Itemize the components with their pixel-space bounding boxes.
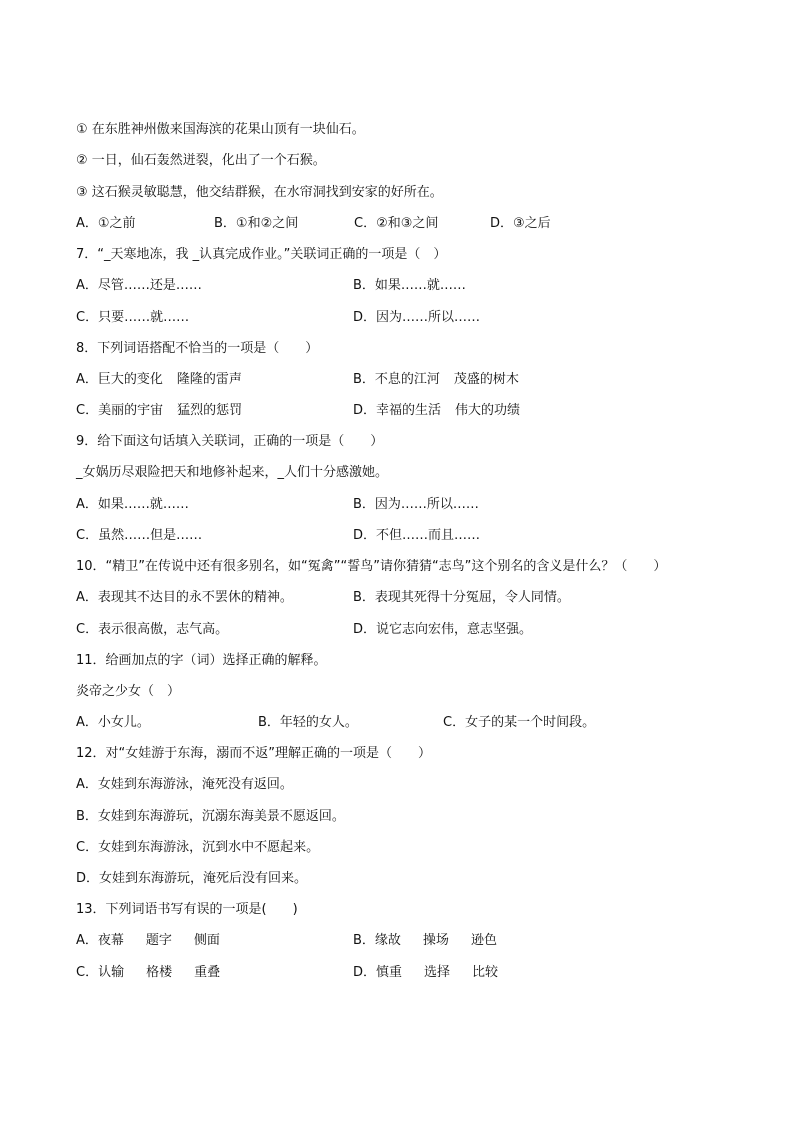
q10-option-c: C．表示很高傲，志气高。: [76, 622, 229, 637]
q13-c-word-1: C．认输: [76, 965, 125, 980]
q9-stem: 9．给下面这句话填入关联词，正确的一项是（ ）: [76, 434, 384, 449]
q11-option-c: C．女子的某一个时间段。: [443, 715, 596, 730]
q8-a-word-2: 隆隆的雷声: [176, 372, 242, 387]
intro-sentence-3: ③ 这石猴灵敏聪慧，他交结群猴，在水帘洞找到安家的好所在。: [76, 185, 443, 200]
q8-option-a: [76, 372, 242, 388]
intro-option-c: C．②和③之间: [354, 216, 439, 231]
q12-option-c: C．女娃到东海游泳，沉到水中不愿起来。: [76, 840, 320, 855]
q9-sentence: _女娲历尽艰险把天和地修补起来，_人们十分感激她。: [76, 465, 389, 480]
q13-d-word-1: D．慎重: [353, 965, 403, 980]
intro-sentence-2: ② 一日，仙石轰然迸裂，化出了一个石猴。: [76, 153, 326, 168]
q13-option-d: [353, 965, 498, 981]
q13-c-word-2: 格楼: [146, 965, 173, 980]
q12-option-a: A．女娃到东海游泳，淹死没有返回。: [76, 777, 293, 792]
q13-b-word-2: 操场: [422, 933, 449, 948]
q8-option-b: [353, 372, 519, 388]
q8-option-d: [353, 403, 520, 419]
q10-stem: 10．“精卫”在传说中还有很多别名，如“冤禽”“誓鸟”请你猜猜“志鸟”这个别名的含义是什么？（ ）: [76, 559, 667, 574]
q7-option-b: B．如果……就……: [353, 278, 466, 293]
intro-option-a: A．①之前: [76, 216, 136, 231]
q13-stem: 13．下列词语书写有误的一项是( ): [76, 902, 298, 917]
q10-option-a: A．表现其不达目的永不罢休的精神。: [76, 590, 293, 605]
q13-a-word-1: A．夜幕: [76, 933, 124, 948]
q8-b-word-2: 茂盛的树木: [453, 372, 519, 387]
intro-option-b: B．①和②之间: [214, 216, 299, 231]
q13-b-word-1: B．缘故: [353, 933, 401, 948]
q8-stem: 8．下列词语搭配不恰当的一项是（ ）: [76, 341, 319, 356]
q13-c-word-3: 重叠: [194, 965, 221, 980]
q11-stem: 11．给画加点的字（词）选择正确的解释。: [76, 653, 327, 668]
q13-a-word-2: 题字: [145, 933, 172, 948]
q12-option-b: B．女娃到东海游玩，沉溺东海美景不愿返回。: [76, 809, 345, 824]
q9-option-b: B．因为……所以……: [353, 497, 479, 512]
intro-sentence-1: ① 在东胜神州傲来国海滨的花果山顶有一块仙石。: [76, 122, 365, 137]
q13-option-a: [76, 933, 220, 949]
q13-b-word-3: 逊色: [470, 933, 497, 948]
q8-c-word-1: C．美丽的宇宙: [76, 403, 164, 418]
q13-d-word-2: 选择: [424, 965, 451, 980]
q7-option-d: D．因为……所以……: [353, 310, 481, 325]
q8-a-word-1: A．巨大的变化: [76, 372, 163, 387]
q10-option-b: B．表现其死得十分冤屈，令人同情。: [353, 590, 570, 605]
q7-option-c: C．只要……就……: [76, 310, 190, 325]
q12-option-d: D．女娃到东海游玩，淹死后没有回来。: [76, 871, 308, 886]
q9-option-a: A．如果……就……: [76, 497, 189, 512]
q8-d-word-2: 伟大的功绩: [455, 403, 521, 418]
q13-a-word-3: 侧面: [193, 933, 220, 948]
q10-option-d: D．说它志向宏伟，意志坚强。: [353, 622, 533, 637]
intro-option-d: D．③之后: [490, 216, 551, 231]
q11-phrase: 炎帝之少女（ ）: [76, 684, 181, 699]
q8-c-word-2: 猛烈的惩罚: [177, 403, 243, 418]
q13-option-c: [76, 965, 220, 981]
q11-option-a: A．小女儿。: [76, 715, 150, 730]
q8-d-word-1: D．幸福的生活: [353, 403, 442, 418]
q9-option-d: D．不但……而且……: [353, 528, 481, 543]
q13-d-word-3: 比较: [472, 965, 499, 980]
q13-option-b: [353, 933, 497, 949]
q8-option-c: [76, 403, 242, 419]
q11-option-b: B．年轻的女人。: [258, 715, 358, 730]
q8-b-word-1: B．不息的江河: [353, 372, 440, 387]
q9-option-c: C．虽然……但是……: [76, 528, 203, 543]
q7-option-a: A．尽管……还是……: [76, 278, 202, 293]
q12-stem: 12．对“女娃游于东海，溺而不返”理解正确的一项是（ ）: [76, 746, 432, 761]
q7-stem: 7．“_天寒地冻，我 _认真完成作业。”关联词正确的一项是（ ）: [76, 247, 447, 262]
